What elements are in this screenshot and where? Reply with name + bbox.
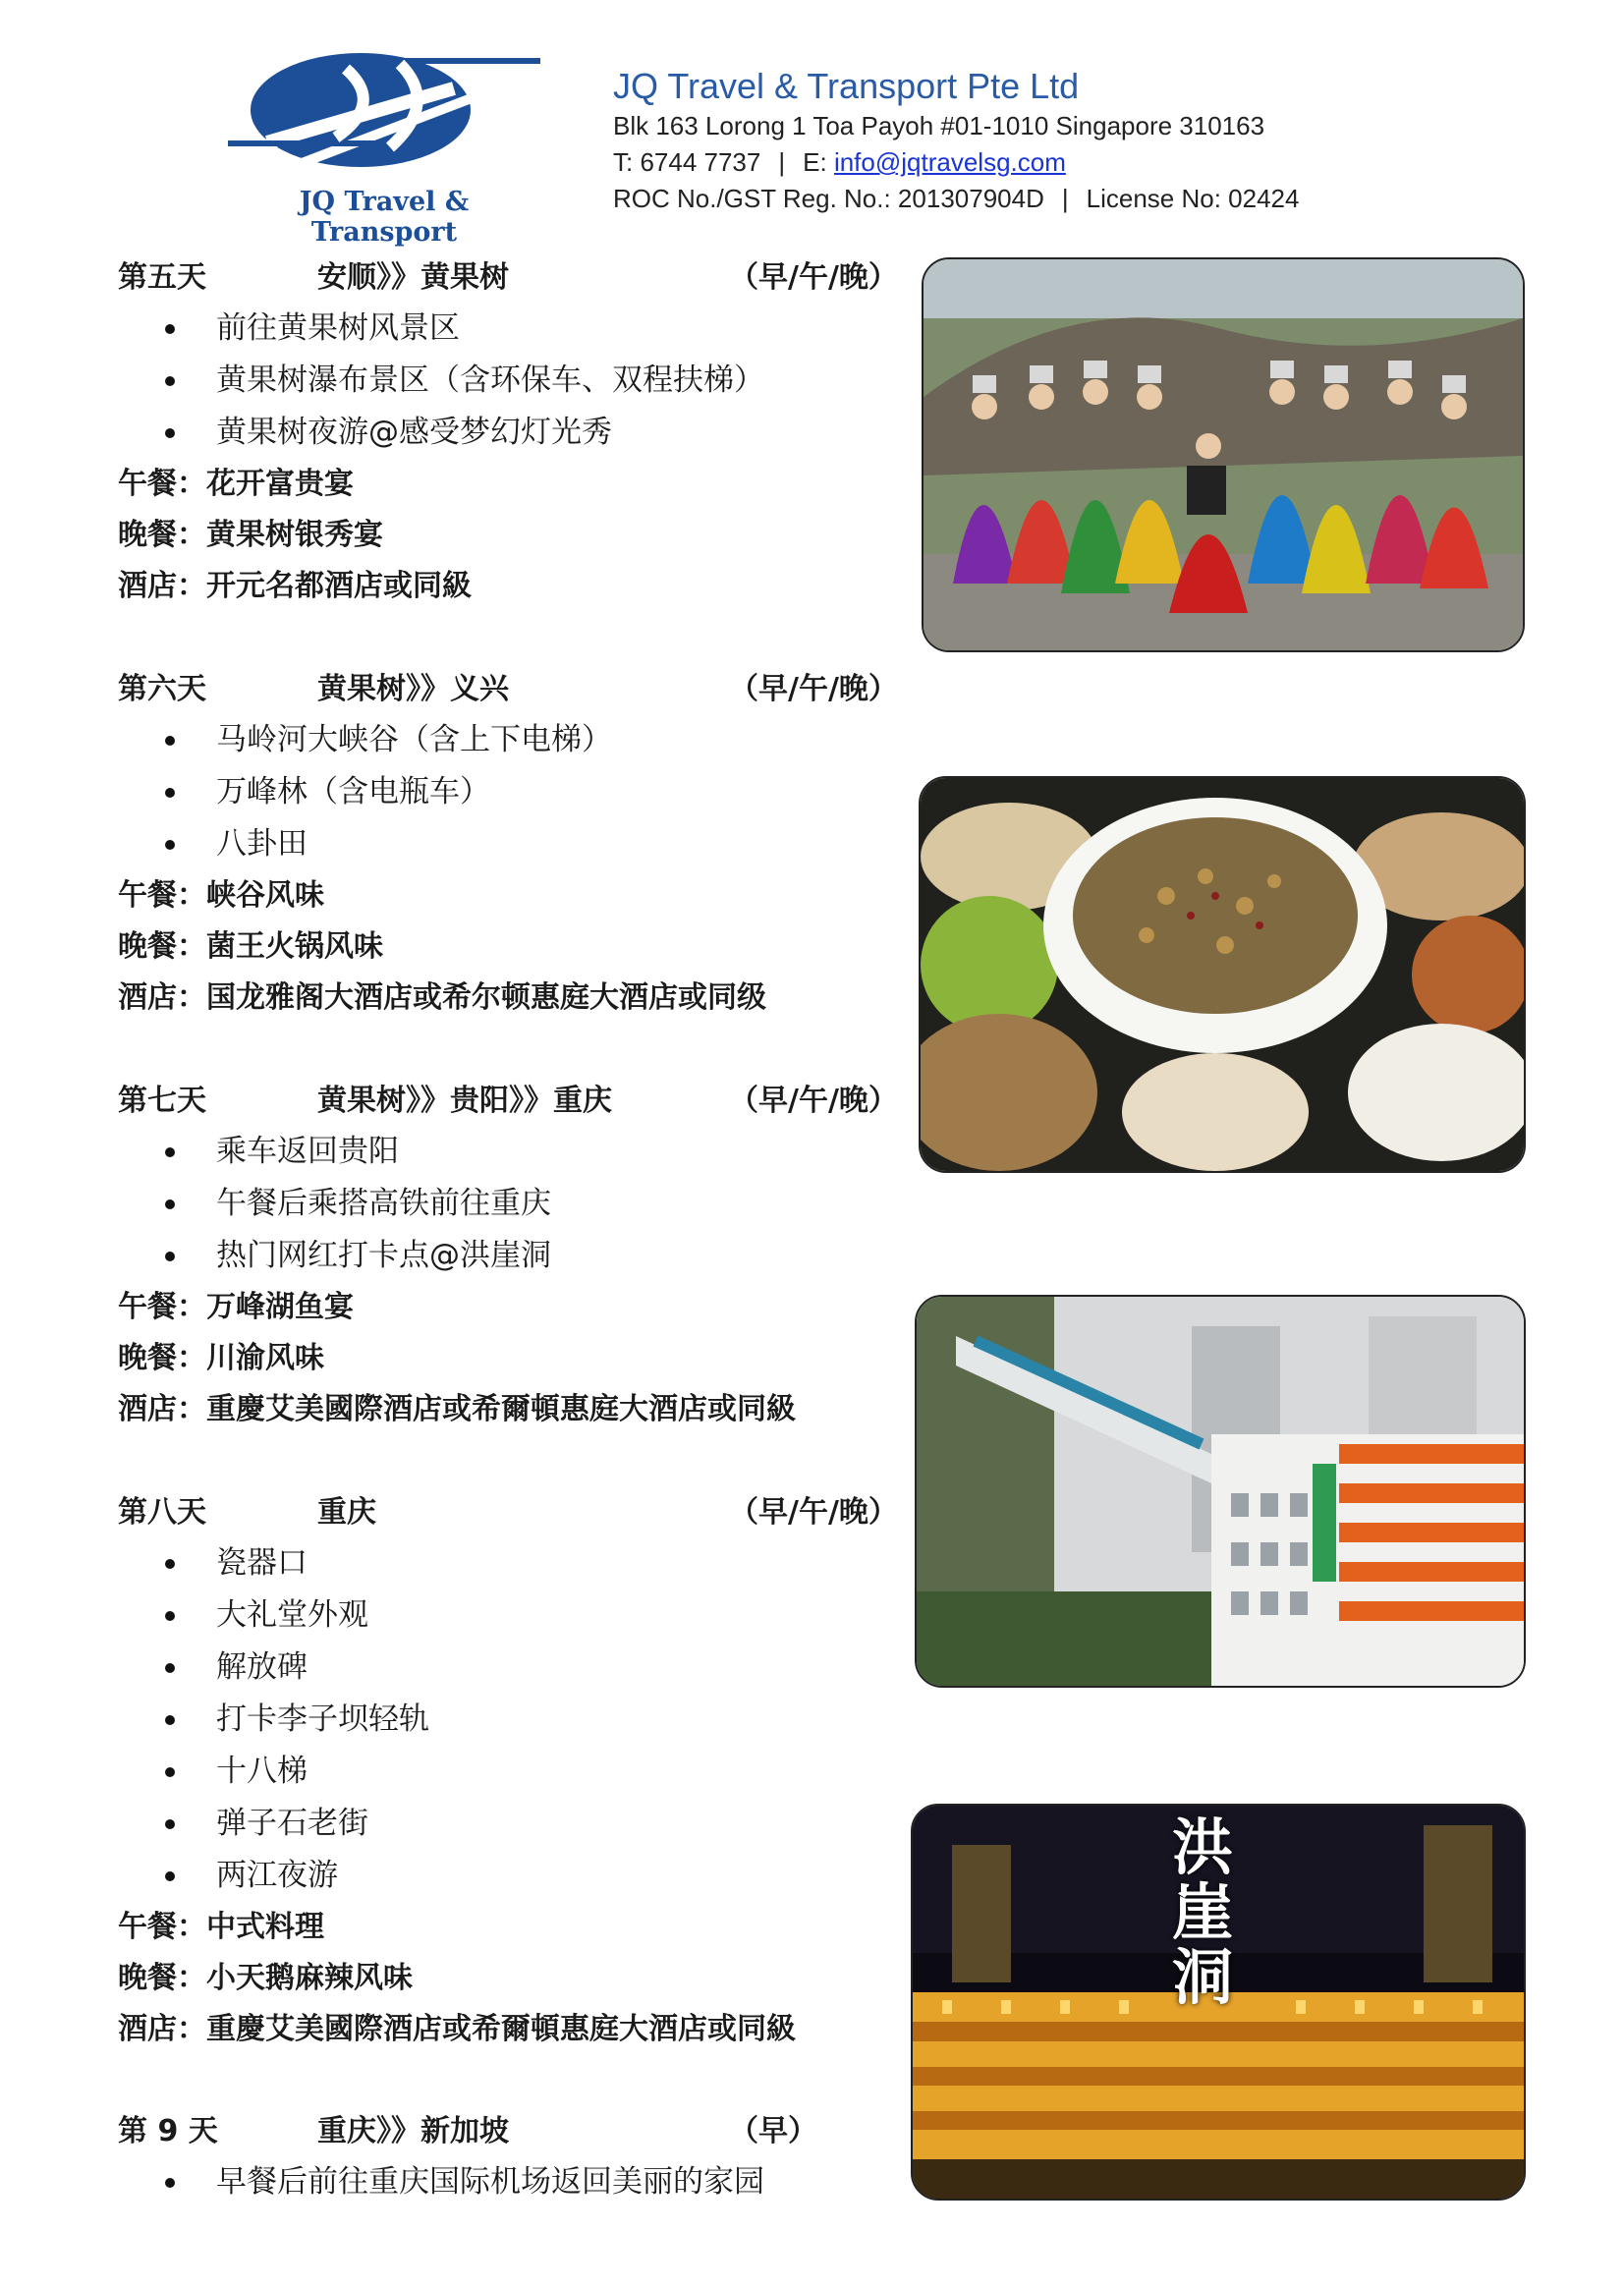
activity-text: 早餐后前往重庆国际机场返回美丽的家园 [216, 2164, 764, 2200]
roc-number: ROC No./GST Reg. No.: 201307904D [613, 184, 1044, 213]
day-number: 第五天 [118, 260, 206, 295]
activity-list [118, 714, 894, 870]
activity-text: 乘车返回贵阳 [216, 1134, 399, 1169]
bullet-icon [165, 1663, 175, 1673]
bullet-icon [165, 1819, 175, 1829]
registration-line [613, 181, 1299, 217]
activity-text: 黄果树夜游@感受梦幻灯光秀 [216, 415, 612, 450]
letterhead [0, 0, 1624, 248]
bullet-icon [165, 1199, 175, 1209]
list-item [118, 1850, 894, 1902]
day-section-6 [118, 665, 898, 1024]
day-heading [118, 253, 898, 303]
activity-text: 十八梯 [216, 1754, 308, 1789]
list-item [118, 1746, 894, 1798]
contact-line [613, 144, 1299, 181]
list-item [118, 1798, 894, 1850]
day-meals: （早/午/晚） [729, 260, 898, 295]
phone-number: T: 6744 7737 [613, 147, 761, 177]
bullet-icon [165, 2178, 175, 2188]
day-meals: （早/午/晚） [729, 672, 898, 706]
hotel-line: 酒店：重慶艾美國際酒店或希爾頓惠庭大酒店或同級 [118, 1392, 796, 1426]
company-name: JQ Travel & Transport Pte Ltd [613, 66, 1080, 106]
list-item [118, 355, 894, 407]
list-item [118, 766, 894, 818]
photo-dancers [922, 257, 1525, 652]
activity-list [118, 1537, 894, 1902]
hotpot-image [921, 778, 1524, 1171]
activity-text: 解放碑 [216, 1649, 308, 1685]
lunch-line: 午餐：万峰湖鱼宴 [118, 1290, 354, 1324]
hotel-line: 酒店：重慶艾美國際酒店或希爾頓惠庭大酒店或同級 [118, 2012, 796, 2046]
bullet-icon [165, 1767, 175, 1777]
list-item [118, 1230, 894, 1282]
bullet-icon [165, 376, 175, 386]
day-meals: （早） [729, 2114, 817, 2148]
bullet-icon [165, 1715, 175, 1725]
list-item [118, 407, 894, 459]
day-number: 第 9 天 [118, 2114, 218, 2148]
activity-text: 八卦田 [216, 826, 308, 862]
day-heading [118, 665, 898, 714]
dinner-line: 晚餐：小天鹅麻辣风味 [118, 1961, 413, 1995]
day-section-8 [118, 1488, 898, 2055]
jq-logo-icon [228, 49, 540, 177]
email-label: E: [803, 147, 827, 177]
activity-text: 大礼堂外观 [216, 1597, 368, 1633]
company-info [613, 65, 1299, 217]
day-route: 重庆 [317, 1495, 376, 1530]
activity-list [118, 303, 894, 459]
day-number: 第六天 [118, 672, 206, 706]
bullet-icon [165, 1559, 175, 1569]
day-route: 黄果树》》贵阳》》重庆 [317, 1084, 612, 1118]
separator: | [1061, 184, 1069, 213]
bullet-icon [165, 736, 175, 746]
activity-text: 两江夜游 [216, 1858, 338, 1893]
list-item [118, 1126, 894, 1178]
bullet-icon [165, 428, 175, 438]
company-address: Blk 163 Lorong 1 Toa Payoh #01-1010 Singapore 310163 [613, 111, 1265, 140]
bullet-icon [165, 324, 175, 334]
activity-text: 弹子石老街 [216, 1806, 368, 1841]
day-route: 重庆》》新加坡 [317, 2114, 509, 2148]
activity-list [118, 2156, 894, 2208]
dinner-line: 晚餐：川渝风味 [118, 1341, 324, 1375]
lunch-line: 午餐：峡谷风味 [118, 878, 324, 913]
day-section-9 [118, 2107, 894, 2208]
email-link[interactable]: info@jqtravelsg.com [833, 147, 1066, 177]
day-route: 黄果树》》义兴 [317, 672, 509, 706]
dinner-line: 晚餐：菌王火锅风味 [118, 929, 383, 964]
list-item [118, 1589, 894, 1642]
logo-text: JQ Travel & Transport [299, 187, 470, 248]
light-rail-image [917, 1297, 1524, 1686]
list-item [118, 818, 894, 870]
bullet-icon [165, 1252, 175, 1261]
day-meals: （早/午/晚） [729, 1495, 898, 1530]
bullet-icon [165, 1147, 175, 1157]
lunch-line: 午餐：花开富贵宴 [118, 467, 354, 501]
bullet-icon [165, 788, 175, 798]
day-section-7 [118, 1077, 898, 1435]
dancers-image [924, 259, 1523, 650]
license-number: License No: 02424 [1086, 184, 1300, 213]
activity-text: 马岭河大峡谷（含上下电梯） [216, 722, 612, 757]
list-item [118, 1178, 894, 1230]
day-heading [118, 1077, 898, 1126]
day-heading [118, 2107, 894, 2156]
activity-text: 瓷器口 [216, 1545, 308, 1581]
company-logo [228, 49, 540, 248]
photo-hongyadong [911, 1804, 1526, 2201]
lunch-line: 午餐：中式料理 [118, 1910, 324, 1944]
bullet-icon [165, 840, 175, 850]
hotel-line: 酒店：开元名都酒店或同級 [118, 569, 472, 603]
list-item [118, 2156, 894, 2208]
activity-text: 热门网红打卡点@洪崖洞 [216, 1238, 551, 1273]
day-route: 安顺》》黄果树 [317, 260, 509, 295]
list-item [118, 1537, 894, 1589]
day-meals: （早/午/晚） [729, 1084, 898, 1118]
day-heading [118, 1488, 898, 1537]
photo-hotpot [919, 776, 1526, 1173]
activity-text: 万峰林（含电瓶车） [216, 774, 490, 809]
day-section-5 [118, 253, 898, 612]
activity-list [118, 1126, 894, 1282]
activity-text: 午餐后乘搭高铁前往重庆 [216, 1186, 551, 1221]
list-item [118, 303, 894, 355]
activity-text: 黄果树瀑布景区（含环保车、双程扶梯） [216, 362, 764, 398]
list-item [118, 1694, 894, 1746]
day-number: 第七天 [118, 1084, 206, 1118]
dinner-line: 晚餐：黄果树银秀宴 [118, 518, 383, 552]
list-item [118, 1642, 894, 1694]
bullet-icon [165, 1871, 175, 1881]
hongyadong-sign: 洪崖洞 [1171, 1812, 1233, 2013]
bullet-icon [165, 1611, 175, 1621]
list-item [118, 714, 894, 766]
activity-text: 打卡李子坝轻轨 [216, 1701, 429, 1737]
separator: | [778, 147, 786, 177]
activity-text: 前往黄果树风景区 [216, 310, 460, 346]
hotel-line: 酒店：国龙雅阁大酒店或希尔顿惠庭大酒店或同级 [118, 980, 766, 1015]
day-number: 第八天 [118, 1495, 206, 1530]
photo-light-rail [915, 1295, 1526, 1688]
